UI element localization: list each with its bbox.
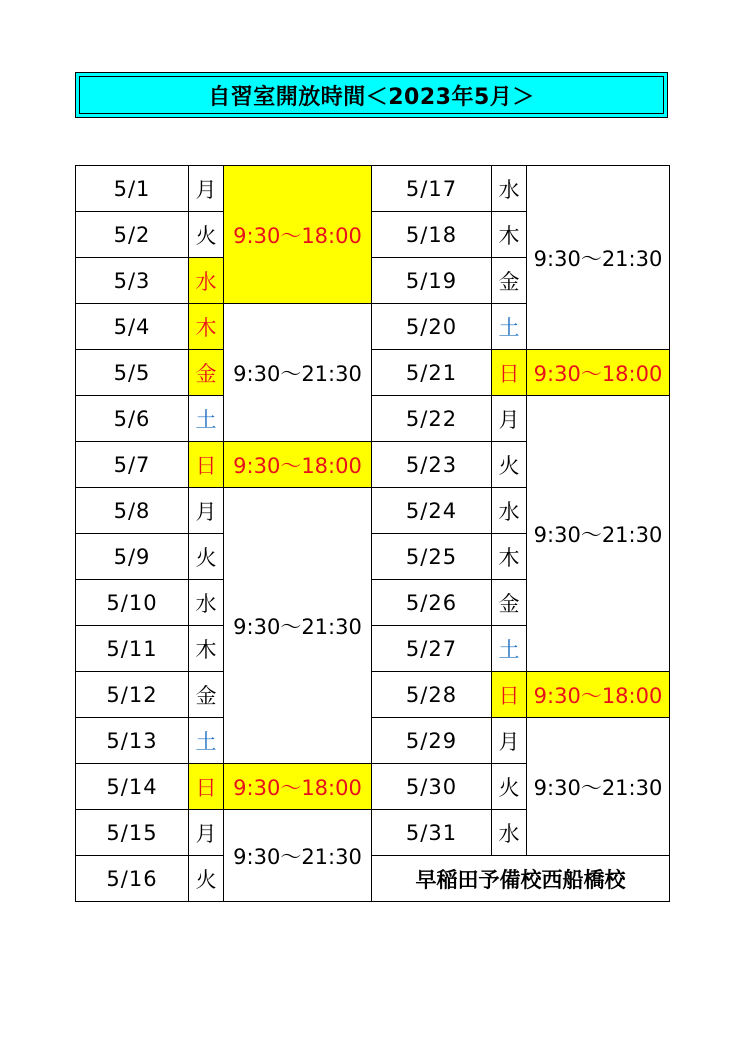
- date-cell: 5/7: [76, 442, 189, 488]
- date-cell: 5/8: [76, 488, 189, 534]
- date-cell: 5/24: [372, 488, 492, 534]
- weekday-cell: 火: [189, 534, 224, 580]
- table-row: [76, 350, 670, 396]
- date-cell: 5/23: [372, 442, 492, 488]
- weekday-cell: 月: [189, 166, 224, 212]
- weekday-cell: 金: [492, 258, 527, 304]
- weekday-cell: 月: [189, 810, 224, 856]
- weekday-cell: 火: [189, 856, 224, 902]
- date-cell: 5/1: [76, 166, 189, 212]
- weekday-cell: 火: [492, 442, 527, 488]
- date-cell: 5/25: [372, 534, 492, 580]
- date-cell: 5/27: [372, 626, 492, 672]
- weekday-cell-saturday: 土: [189, 718, 224, 764]
- hours-cell-short: 9:30～18:00: [224, 764, 372, 810]
- weekday-cell-holiday: 日: [492, 672, 527, 718]
- weekday-cell: 木: [492, 212, 527, 258]
- weekday-cell: 月: [189, 488, 224, 534]
- weekday-cell: 木: [189, 626, 224, 672]
- title-banner: [75, 72, 668, 118]
- date-cell: 5/6: [76, 396, 189, 442]
- hours-cell-short: 9:30～18:00: [527, 672, 670, 718]
- date-cell: 5/31: [372, 810, 492, 856]
- date-cell: 5/22: [372, 396, 492, 442]
- weekday-cell-holiday: 日: [492, 350, 527, 396]
- date-cell: 5/9: [76, 534, 189, 580]
- date-cell: 5/12: [76, 672, 189, 718]
- weekday-cell: 火: [189, 212, 224, 258]
- weekday-cell-holiday: 金: [189, 350, 224, 396]
- weekday-cell-saturday: 土: [189, 396, 224, 442]
- date-cell: 5/20: [372, 304, 492, 350]
- date-cell: 5/17: [372, 166, 492, 212]
- weekday-cell: 水: [492, 166, 527, 212]
- date-cell: 5/14: [76, 764, 189, 810]
- date-cell: 5/28: [372, 672, 492, 718]
- weekday-cell: 月: [492, 718, 527, 764]
- weekday-cell-holiday: 日: [189, 764, 224, 810]
- weekday-cell: 水: [189, 580, 224, 626]
- date-cell: 5/29: [372, 718, 492, 764]
- hours-cell-short: 9:30～18:00: [224, 166, 372, 304]
- date-cell: 5/21: [372, 350, 492, 396]
- weekday-cell-holiday: 日: [189, 442, 224, 488]
- hours-cell-long: 9:30～21:30: [527, 166, 670, 350]
- weekday-cell-holiday: 水: [189, 258, 224, 304]
- weekday-cell: 水: [492, 810, 527, 856]
- hours-cell-short: 9:30～18:00: [224, 442, 372, 488]
- hours-cell-long: 9:30～21:30: [527, 718, 670, 856]
- date-cell: 5/3: [76, 258, 189, 304]
- table-row: [76, 856, 670, 902]
- school-name: 早稲田予備校西船橋校: [372, 856, 670, 902]
- table-row: [76, 718, 670, 764]
- date-cell: 5/10: [76, 580, 189, 626]
- date-cell: 5/30: [372, 764, 492, 810]
- weekday-cell: 月: [492, 396, 527, 442]
- date-cell: 5/2: [76, 212, 189, 258]
- hours-cell-long: 9:30～21:30: [224, 488, 372, 764]
- weekday-cell-saturday: 土: [492, 304, 527, 350]
- date-cell: 5/16: [76, 856, 189, 902]
- table-row: [76, 166, 670, 212]
- table-row: [76, 396, 670, 442]
- weekday-cell: 金: [189, 672, 224, 718]
- date-cell: 5/4: [76, 304, 189, 350]
- hours-cell-short: 9:30～18:00: [527, 350, 670, 396]
- date-cell: 5/18: [372, 212, 492, 258]
- weekday-cell: 水: [492, 488, 527, 534]
- date-cell: 5/26: [372, 580, 492, 626]
- weekday-cell: 火: [492, 764, 527, 810]
- hours-cell-long: 9:30～21:30: [224, 810, 372, 902]
- hours-cell-long: 9:30～21:30: [527, 396, 670, 672]
- table-row: [76, 672, 670, 718]
- weekday-cell: 金: [492, 580, 527, 626]
- weekday-cell-holiday: 木: [189, 304, 224, 350]
- date-cell: 5/5: [76, 350, 189, 396]
- hours-cell-long: 9:30～21:30: [224, 304, 372, 442]
- date-cell: 5/11: [76, 626, 189, 672]
- schedule-table: [75, 165, 670, 902]
- page-title: 自習室開放時間＜2023年5月＞: [208, 84, 535, 110]
- date-cell: 5/13: [76, 718, 189, 764]
- date-cell: 5/19: [372, 258, 492, 304]
- weekday-cell-saturday: 土: [492, 626, 527, 672]
- weekday-cell: 木: [492, 534, 527, 580]
- date-cell: 5/15: [76, 810, 189, 856]
